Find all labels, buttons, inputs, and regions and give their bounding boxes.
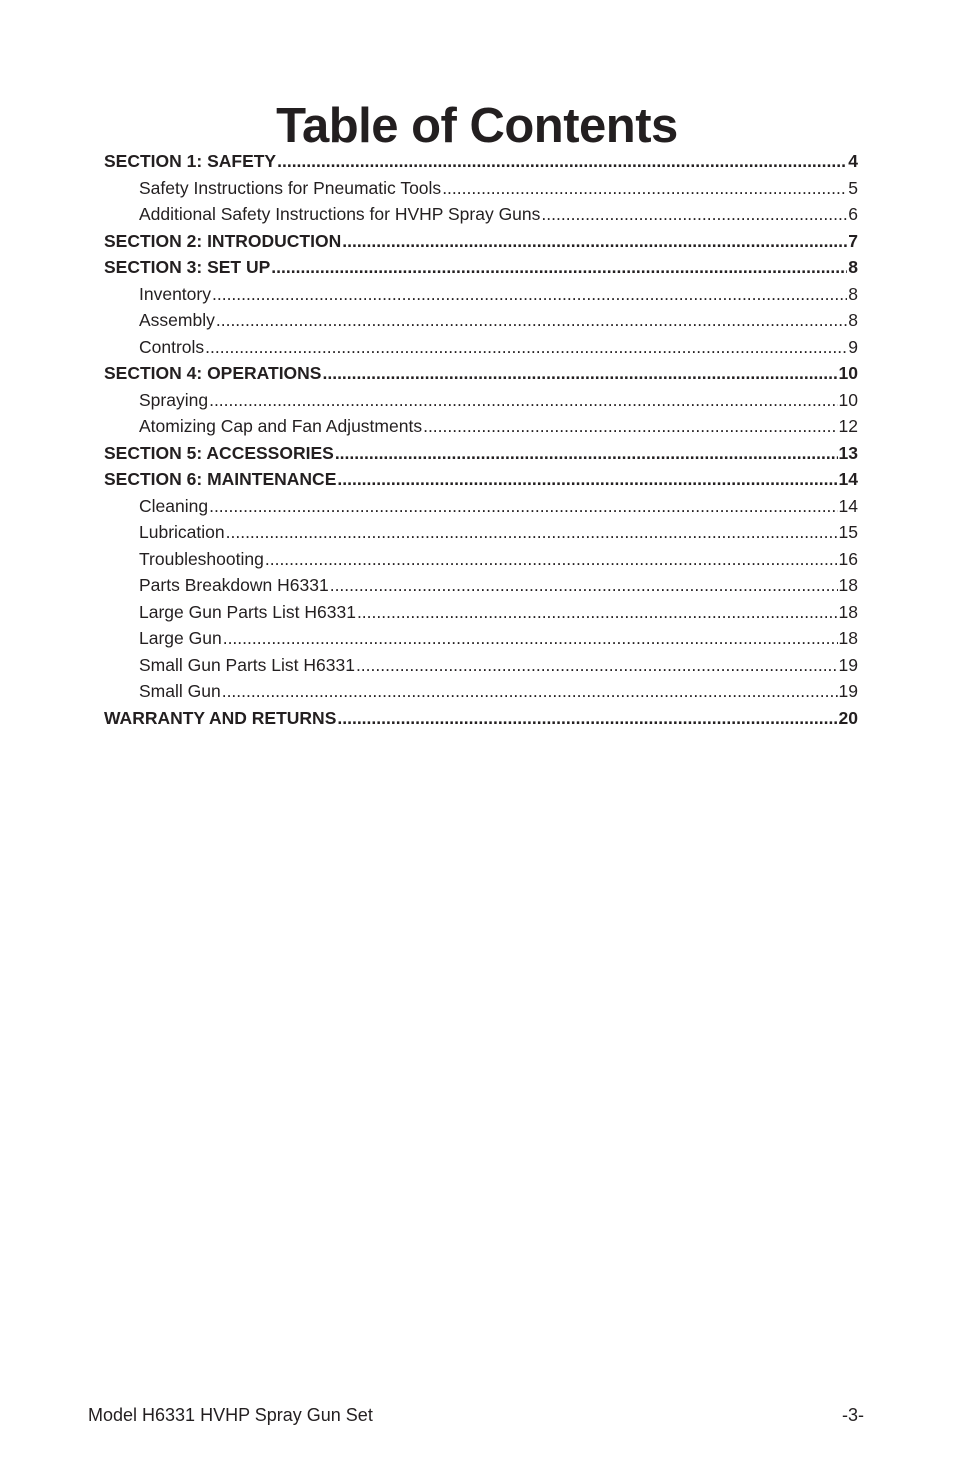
toc-entry[interactable] <box>104 572 858 599</box>
dot-leader <box>337 466 837 493</box>
toc-entry-label: SECTION 4: OPERATIONS <box>104 363 322 383</box>
toc-entry-label: Parts Breakdown H6331 <box>139 575 329 595</box>
dot-leader <box>212 281 847 308</box>
table-of-contents <box>104 148 858 731</box>
dot-leader <box>337 705 837 732</box>
toc-entry-label: Troubleshooting <box>139 548 264 569</box>
toc-entry[interactable] <box>104 493 858 520</box>
toc-entry-page: 6 <box>848 204 858 224</box>
dot-leader <box>209 387 837 414</box>
toc-entry-page: 18 <box>838 575 858 595</box>
toc-entry-label: Controls <box>139 336 205 357</box>
toc-entry[interactable] <box>104 546 858 573</box>
toc-entry-page: 8 <box>848 310 858 330</box>
toc-entry-page: 7 <box>848 230 858 251</box>
toc-entry-label: Lubrication <box>139 522 225 542</box>
toc-entry-page: 5 <box>848 177 858 198</box>
dot-leader <box>226 519 838 546</box>
toc-entry[interactable] <box>104 228 858 255</box>
page-footer <box>88 1404 864 1426</box>
dot-leader <box>271 254 847 281</box>
dot-leader <box>223 625 838 652</box>
toc-entry-label: SECTION 5: ACCESSORIES <box>104 442 334 463</box>
toc-entry[interactable] <box>104 254 858 281</box>
toc-entry-label: Large Gun <box>139 628 222 648</box>
toc-entry-page: 14 <box>838 469 858 489</box>
toc-entry-page: 12 <box>838 416 858 436</box>
toc-entry-page: 19 <box>838 681 858 701</box>
toc-entry-label: Small Gun Parts List H6331 <box>139 654 355 675</box>
toc-entry-page: 18 <box>838 601 858 622</box>
toc-entry[interactable] <box>104 678 858 705</box>
toc-entry[interactable] <box>104 440 858 467</box>
toc-entry-page: 20 <box>838 707 858 728</box>
toc-entry-label: Atomizing Cap and Fan Adjustments <box>139 416 423 436</box>
toc-entry[interactable] <box>104 201 858 228</box>
toc-entry[interactable] <box>104 148 858 175</box>
toc-entry-label: Assembly <box>139 310 215 330</box>
footer-page-number: -3- <box>842 1405 864 1425</box>
toc-entry[interactable] <box>104 599 858 626</box>
toc-entry-page: 8 <box>848 257 858 277</box>
toc-entry-label: Large Gun Parts List H6331 <box>139 601 356 622</box>
toc-entry-label: SECTION 1: SAFETY <box>104 151 277 171</box>
dot-leader <box>335 440 838 467</box>
toc-entry-label: SECTION 2: INTRODUCTION <box>104 230 342 251</box>
toc-entry-page: 4 <box>848 151 858 171</box>
toc-entry-page: 8 <box>848 283 858 304</box>
toc-entry[interactable] <box>104 519 858 546</box>
dot-leader <box>222 678 838 705</box>
toc-entry-page: 16 <box>838 548 858 569</box>
toc-entry-page: 10 <box>838 363 858 383</box>
toc-entry-label: Spraying <box>139 389 209 410</box>
dot-leader <box>209 493 837 520</box>
toc-entry-page: 10 <box>838 389 858 410</box>
toc-entry[interactable] <box>104 307 858 334</box>
toc-entry[interactable] <box>104 413 858 440</box>
toc-entry[interactable] <box>104 281 858 308</box>
toc-entry-label: SECTION 3: SET UP <box>104 257 271 277</box>
toc-entry[interactable] <box>104 175 858 202</box>
toc-entry[interactable] <box>104 466 858 493</box>
footer-model-name: Model H6331 HVHP Spray Gun Set <box>88 1405 373 1425</box>
dot-leader <box>277 148 847 175</box>
toc-entry[interactable] <box>104 705 858 732</box>
toc-entry-label: Safety Instructions for Pneumatic Tools <box>139 177 442 198</box>
dot-leader <box>205 334 847 361</box>
toc-entry-page: 13 <box>838 442 858 463</box>
dot-leader <box>356 652 838 679</box>
dot-leader <box>541 201 847 228</box>
dot-leader <box>265 546 838 573</box>
dot-leader <box>216 307 847 334</box>
toc-entry-page: 15 <box>838 522 858 542</box>
toc-entry-label: WARRANTY AND RETURNS <box>104 707 337 728</box>
toc-entry-label: Additional Safety Instructions for HVHP Spray Guns <box>139 204 541 224</box>
toc-entry[interactable] <box>104 387 858 414</box>
toc-entry-page: 9 <box>848 336 858 357</box>
dot-leader <box>423 413 837 440</box>
toc-entry[interactable] <box>104 652 858 679</box>
dot-leader <box>442 175 847 202</box>
toc-entry[interactable] <box>104 625 858 652</box>
toc-entry-page: 14 <box>838 495 858 516</box>
dot-leader <box>342 228 847 255</box>
dot-leader <box>330 572 838 599</box>
page-title: Table of Contents <box>276 99 678 153</box>
toc-entry-label: SECTION 6: MAINTENANCE <box>104 469 337 489</box>
toc-entry[interactable] <box>104 334 858 361</box>
toc-entry-label: Small Gun <box>139 681 221 701</box>
toc-entry[interactable] <box>104 360 858 387</box>
dot-leader <box>322 360 837 387</box>
toc-entry-label: Inventory <box>139 283 211 304</box>
toc-entry-page: 18 <box>838 628 858 648</box>
dot-leader <box>357 599 838 626</box>
toc-entry-label: Cleaning <box>139 495 209 516</box>
toc-entry-page: 19 <box>838 654 858 675</box>
